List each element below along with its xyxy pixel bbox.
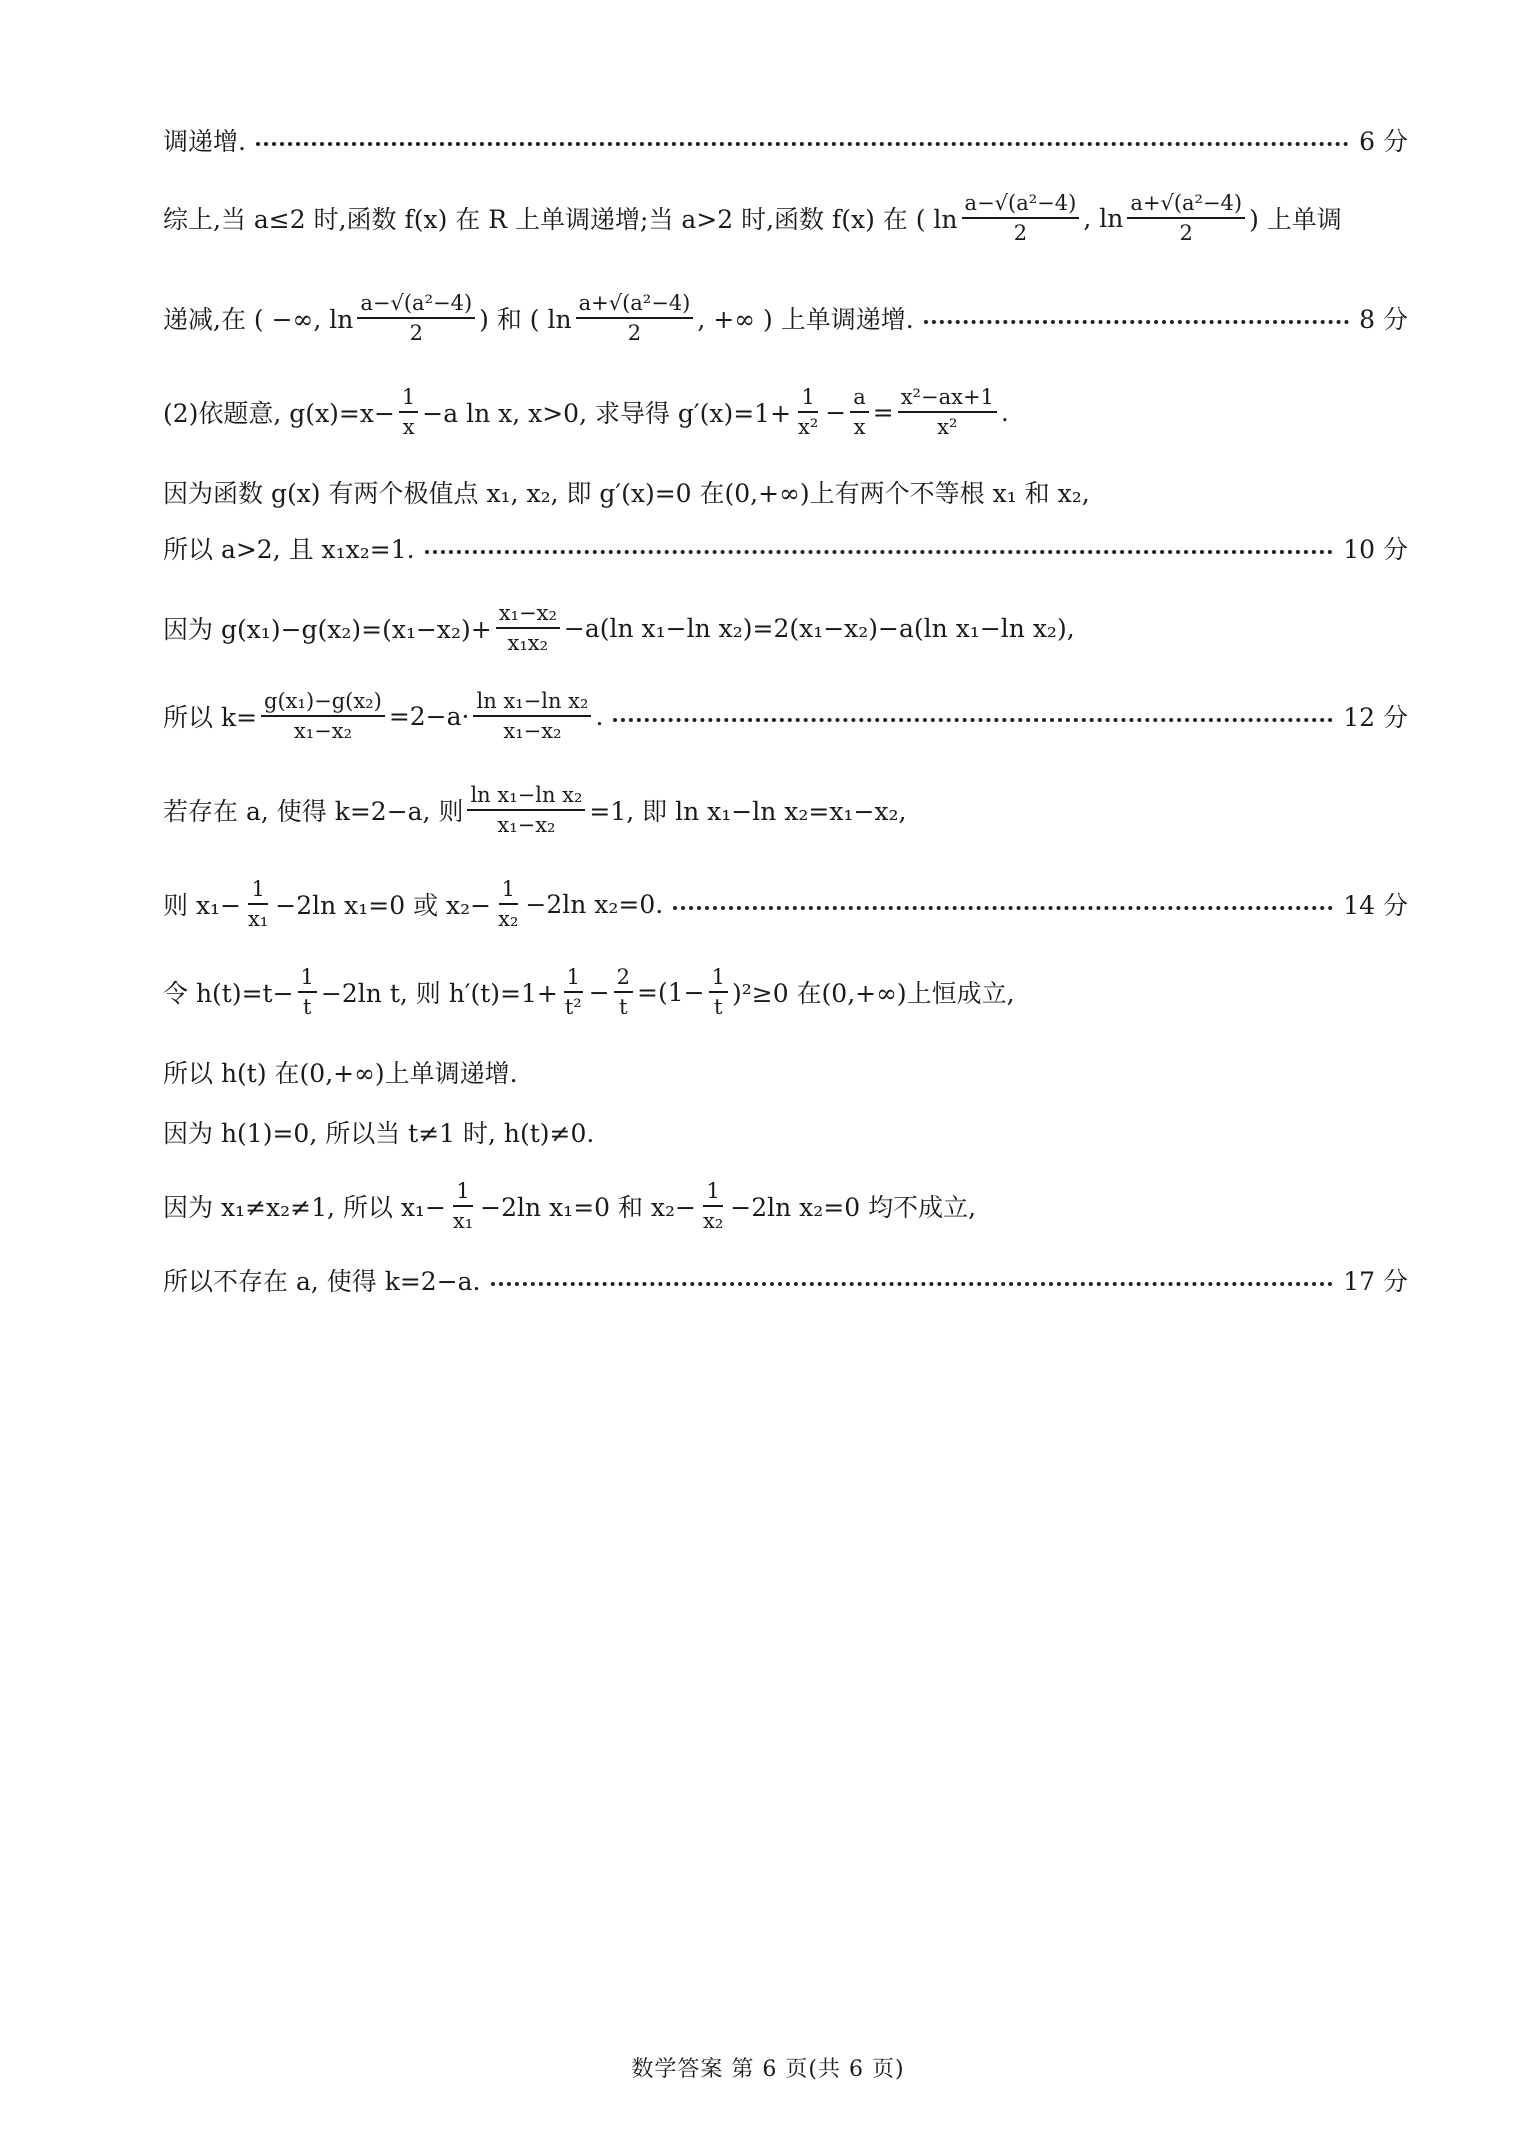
fraction-denominator: x₁ bbox=[452, 1209, 474, 1233]
text-segment: 所以 a>2, 且 x₁x₂=1. bbox=[163, 535, 415, 564]
score-label: 10 分 bbox=[1343, 535, 1408, 564]
answer-line bbox=[163, 462, 1408, 522]
fraction-denominator: t² bbox=[564, 995, 582, 1019]
line-content bbox=[163, 877, 663, 931]
fraction bbox=[467, 783, 585, 837]
fraction-numerator: a bbox=[850, 385, 869, 413]
answer-line bbox=[163, 188, 1408, 248]
answer-line bbox=[163, 1102, 1408, 1162]
text-segment: −2ln t, 则 h′(t)=1+ bbox=[320, 979, 558, 1008]
answer-line bbox=[163, 1250, 1408, 1310]
text-segment: − bbox=[825, 397, 847, 427]
text-segment: 所以 h(t) 在(0,+∞)上单调递增. bbox=[163, 1059, 518, 1088]
text-segment: . bbox=[595, 701, 604, 731]
fraction-numerator: a−√(a²−4) bbox=[962, 191, 1080, 219]
fraction-denominator: 2 bbox=[1179, 221, 1193, 245]
text-segment: =1, 即 ln x₁−ln x₂=x₁−x₂, bbox=[589, 797, 907, 826]
fraction-numerator: g(x₁)−g(x₂) bbox=[261, 689, 385, 717]
fraction bbox=[709, 965, 728, 1019]
fraction bbox=[298, 965, 317, 1019]
fraction-numerator: 1 bbox=[298, 965, 317, 993]
text-segment: 因为函数 g(x) 有两个极值点 x₁, x₂, 即 g′(x)=0 在(0,+∞)上有两个不等根 x₁ 和 x₂, bbox=[163, 479, 1090, 508]
answer-line bbox=[163, 110, 1408, 170]
fraction bbox=[576, 291, 694, 345]
fraction-denominator: x₂ bbox=[498, 907, 519, 931]
score-label: 17 分 bbox=[1343, 1267, 1408, 1296]
page-footer: 数学答案 第 6 页(共 6 页) bbox=[631, 2057, 905, 2082]
fraction-denominator: x² bbox=[937, 415, 958, 439]
fraction-numerator: a−√(a²−4) bbox=[357, 291, 475, 319]
line-content bbox=[163, 965, 1015, 1019]
text-segment: 则 x₁− bbox=[163, 891, 242, 920]
answer-line bbox=[163, 1042, 1408, 1102]
text-segment: , ln bbox=[1083, 203, 1124, 233]
fraction-numerator: 1 bbox=[248, 877, 267, 905]
line-content bbox=[163, 689, 603, 743]
line-content bbox=[163, 191, 1342, 245]
leader-dots bbox=[256, 142, 1349, 146]
fraction-denominator: x₁−x₂ bbox=[293, 719, 352, 743]
leader-dots bbox=[491, 1282, 1334, 1286]
text-segment: 所以 k= bbox=[163, 703, 258, 732]
answer-line bbox=[163, 780, 1408, 840]
answer-line bbox=[163, 518, 1408, 578]
text-segment: 因为 x₁≠x₂≠1, 所以 x₁− bbox=[163, 1193, 446, 1222]
fraction-denominator: 2 bbox=[409, 321, 423, 345]
fraction bbox=[450, 1179, 476, 1233]
text-segment: 综上,当 a≤2 时,函数 f(x) 在 R 上单调递增;当 a>2 时,函数 f(x) 在 ( ln bbox=[163, 205, 958, 234]
fraction-denominator: x₂ bbox=[703, 1209, 724, 1233]
text-segment: 因为 g(x₁)−g(x₂)=(x₁−x₂)+ bbox=[163, 615, 492, 644]
fraction-denominator: x bbox=[402, 415, 415, 439]
line-content bbox=[163, 1179, 976, 1233]
fraction bbox=[962, 191, 1080, 245]
line-content bbox=[163, 530, 415, 566]
text-segment: (2)依题意, g(x)=x− bbox=[163, 399, 395, 428]
fraction-numerator: 1 bbox=[798, 385, 817, 413]
fraction bbox=[245, 877, 271, 931]
line-content bbox=[163, 291, 914, 345]
fraction-numerator: 1 bbox=[499, 877, 518, 905]
fraction bbox=[614, 965, 633, 1019]
score-label: 14 分 bbox=[1343, 891, 1408, 920]
fraction-numerator: x²−ax+1 bbox=[898, 385, 997, 413]
text-segment: −2ln x₂=0. bbox=[525, 889, 664, 919]
line-content bbox=[163, 601, 1075, 655]
score-label: 6 分 bbox=[1359, 127, 1408, 156]
line-content bbox=[163, 385, 1009, 439]
text-segment: −2ln x₂=0 均不成立, bbox=[730, 1193, 977, 1222]
answer-line bbox=[163, 874, 1408, 934]
text-segment: 若存在 a, 使得 k=2−a, 则 bbox=[163, 797, 464, 826]
text-segment: 所以不存在 a, 使得 k=2−a. bbox=[163, 1267, 481, 1296]
fraction-numerator: x₁−x₂ bbox=[496, 601, 560, 629]
fraction bbox=[1127, 191, 1245, 245]
fraction bbox=[850, 385, 869, 439]
leader-dots bbox=[613, 718, 1333, 722]
score-label: 12 分 bbox=[1343, 703, 1408, 732]
fraction-denominator: x₁x₂ bbox=[507, 631, 549, 655]
line-content bbox=[163, 1054, 518, 1090]
fraction bbox=[261, 689, 385, 743]
answer-line bbox=[163, 598, 1408, 658]
text-segment: 调递增. bbox=[163, 127, 246, 156]
fraction-denominator: x bbox=[853, 415, 866, 439]
fraction-denominator: x₁−x₂ bbox=[503, 719, 562, 743]
text-segment: ) 上单调 bbox=[1249, 205, 1342, 234]
fraction-denominator: 2 bbox=[1013, 221, 1028, 245]
fraction-numerator: 1 bbox=[709, 965, 728, 993]
fraction-denominator: t bbox=[714, 995, 723, 1019]
leader-dots bbox=[425, 550, 1334, 554]
text-segment: , +∞ ) 上单调递增. bbox=[697, 305, 914, 334]
line-content bbox=[163, 1114, 594, 1150]
fraction-numerator: 1 bbox=[564, 965, 583, 993]
fraction bbox=[357, 291, 475, 345]
answer-line bbox=[163, 382, 1408, 442]
fraction-numerator: a+√(a²−4) bbox=[1127, 191, 1245, 219]
text-segment: = bbox=[872, 397, 894, 427]
fraction bbox=[496, 601, 560, 655]
text-segment: 因为 h(1)=0, 所以当 t≠1 时, h(t)≠0. bbox=[163, 1119, 595, 1148]
text-segment: −a ln x, x>0, 求导得 g′(x)=1+ bbox=[422, 399, 792, 428]
fraction bbox=[473, 689, 591, 743]
text-segment: −2ln x₁=0 或 x₂− bbox=[275, 891, 492, 920]
leader-dots bbox=[924, 320, 1350, 324]
fraction-numerator: ln x₁−ln x₂ bbox=[473, 689, 591, 717]
text-segment: − bbox=[588, 977, 610, 1007]
text-segment: =(1− bbox=[637, 977, 705, 1007]
text-segment: . bbox=[1000, 397, 1009, 427]
answer-line bbox=[163, 288, 1408, 348]
fraction-numerator: 1 bbox=[453, 1179, 472, 1207]
fraction bbox=[700, 1179, 726, 1233]
fraction bbox=[399, 385, 418, 439]
fraction-denominator: x₁ bbox=[248, 907, 269, 931]
fraction bbox=[562, 965, 585, 1019]
line-content bbox=[163, 474, 1090, 510]
fraction bbox=[898, 385, 997, 439]
answer-line bbox=[163, 1176, 1408, 1236]
line-content bbox=[163, 783, 906, 837]
text-segment: −a(ln x₁−ln x₂)=2(x₁−x₂)−a(ln x₁−ln x₂), bbox=[563, 613, 1075, 643]
fraction-denominator: t bbox=[619, 995, 628, 1019]
text-segment: )²≥0 在(0,+∞)上恒成立, bbox=[731, 979, 1015, 1008]
text-segment: 令 h(t)=t− bbox=[163, 979, 294, 1008]
answer-line bbox=[163, 686, 1408, 746]
fraction bbox=[495, 877, 521, 931]
fraction-denominator: x₁−x₂ bbox=[497, 813, 556, 837]
text-segment: =2−a· bbox=[388, 701, 470, 731]
line-content bbox=[163, 122, 246, 158]
fraction-numerator: 2 bbox=[614, 965, 633, 993]
line-content bbox=[163, 1262, 481, 1298]
text-segment: −2ln x₁=0 和 x₂− bbox=[480, 1193, 697, 1222]
text-segment: ) 和 ( ln bbox=[479, 305, 572, 334]
answer-line bbox=[163, 962, 1408, 1022]
fraction-denominator: t bbox=[303, 995, 312, 1019]
fraction-numerator: 1 bbox=[703, 1179, 722, 1207]
leader-dots bbox=[673, 906, 1333, 910]
fraction bbox=[795, 385, 821, 439]
fraction-numerator: 1 bbox=[399, 385, 418, 413]
fraction-numerator: ln x₁−ln x₂ bbox=[467, 783, 585, 811]
fraction-denominator: x² bbox=[798, 415, 819, 439]
score-label: 8 分 bbox=[1359, 305, 1408, 334]
text-segment: 递减,在 ( −∞, ln bbox=[163, 305, 354, 334]
fraction-denominator: 2 bbox=[627, 321, 642, 345]
fraction-numerator: a+√(a²−4) bbox=[576, 291, 694, 319]
